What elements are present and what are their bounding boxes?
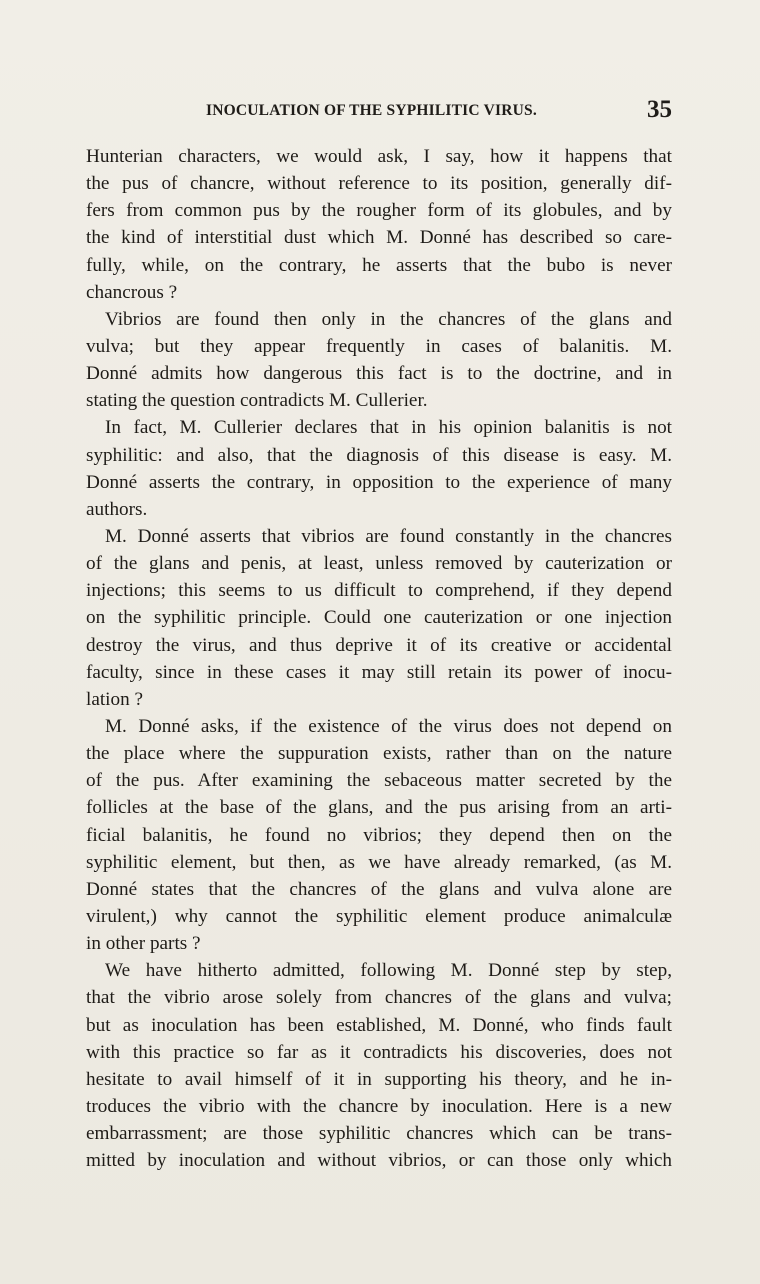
text-line: destroy the virus, and thus deprive it of its creative or accidental [86, 634, 672, 656]
text-line: Vibrios are found then only in the chancres of the glans and [105, 308, 672, 330]
text-line: the kind of interstitial dust which M. Donné has described so care- [86, 227, 672, 249]
text-line: the place where the suppuration exists, rather than on the nature [86, 743, 672, 765]
text-line: Donné admits how dangerous this fact is to the doctrine, and in [86, 363, 672, 385]
body-text [86, 143, 672, 1174]
page-number: 35 [647, 96, 672, 123]
text-line: In fact, M. Cullerier declares that in his opinion balanitis is not [105, 417, 672, 439]
text-line: We have hitherto admitted, following M. Donné step by step, [105, 960, 672, 982]
text-line: Hunterian characters, we would ask, I say, how it happens that [86, 146, 672, 167]
text-line: embarrassment; are those syphilitic chancres which can be trans- [86, 1123, 672, 1145]
text-line: syphilitic element, but then, as we have already remarked, (as M. [86, 851, 672, 873]
text-line: M. Donné asks, if the existence of the virus does not depend on [105, 715, 672, 737]
text-line: fers from common pus by the rougher form of its globules, and by [86, 200, 672, 222]
text-line: in other parts ? [86, 933, 201, 955]
running-head [86, 96, 672, 126]
text-line: virulent,) why cannot the syphilitic element produce animalculæ [86, 905, 672, 927]
text-line: Donné states that the chancres of the glans and vulva alone are [86, 878, 672, 900]
text-line: the pus of chancre, without reference to its position, generally dif- [86, 173, 672, 195]
text-line: vulva; but they appear frequently in cases of balanitis. M. [86, 335, 672, 357]
text-line: authors. [86, 498, 148, 520]
text-line: of the pus. After examining the sebaceous matter secreted by the [86, 770, 672, 792]
text-line: syphilitic: and also, that the diagnosis of this disease is easy. M. [86, 444, 672, 466]
text-line: lation ? [86, 688, 144, 710]
text-line: that the vibrio arose solely from chancres of the glans and vulva; [86, 987, 672, 1009]
text-line: faculty, since in these cases it may still retain its power of inocu- [86, 661, 672, 683]
running-title: INOCULATION OF THE SYPHILITIC VIRUS. [206, 102, 537, 119]
text-line: ficial balanitis, he found no vibrios; they depend then on the [86, 824, 672, 846]
text-line: mitted by inoculation and without vibrios, or can those only which [86, 1150, 672, 1172]
text-line: fully, while, on the contrary, he asserts that the bubo is never [86, 254, 672, 276]
text-line: stating the question contradicts M. Cullerier. [86, 390, 428, 412]
text-line: on the syphilitic principle. Could one cauterization or one injection [86, 607, 672, 629]
text-line: follicles at the base of the glans, and the pus arising from an arti- [86, 797, 672, 819]
text-line: Donné asserts the contrary, in opposition to the experience of many [86, 471, 672, 493]
text-line: troduces the vibrio with the chancre by inoculation. Here is a new [86, 1095, 672, 1117]
text-line: hesitate to avail himself of it in supporting his theory, and he in- [86, 1068, 672, 1090]
text-line: with this practice so far as it contradicts his discoveries, does not [86, 1041, 672, 1063]
text-line: but as inoculation has been established, M. Donné, who finds fault [86, 1014, 672, 1036]
text-line: injections; this seems to us difficult to comprehend, if they depend [86, 580, 672, 602]
text-line: of the glans and penis, at least, unless removed by cauterization or [86, 553, 672, 575]
text-line: chancrous ? [86, 281, 178, 303]
text-line: M. Donné asserts that vibrios are found constantly in the chancres [105, 525, 672, 547]
